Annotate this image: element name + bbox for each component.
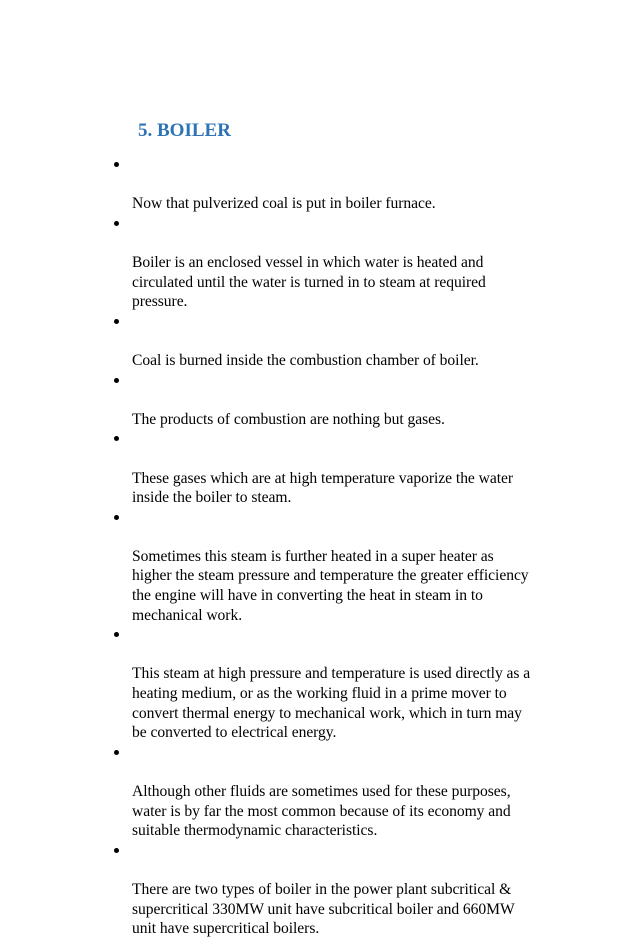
bullet-icon bbox=[114, 848, 119, 853]
list-item bbox=[114, 508, 554, 626]
list-item bbox=[114, 625, 554, 743]
list-item bbox=[114, 155, 554, 214]
list-item bbox=[114, 312, 554, 371]
list-item bbox=[114, 743, 554, 841]
bullet-icon bbox=[114, 319, 119, 324]
bullet-icon bbox=[114, 750, 119, 755]
list-item-text: Now that pulverized coal is put in boiler furnace. bbox=[132, 195, 436, 213]
list-item-text: Coal is burned inside the combustion chamber of boiler. bbox=[132, 351, 479, 369]
bullet-icon bbox=[114, 221, 119, 226]
list-item-text: Boiler is an enclosed vessel in which water is heated and circulated until the water is turned in to steam at required pressure. bbox=[132, 253, 486, 311]
bullet-icon bbox=[114, 162, 119, 167]
bullet-list bbox=[114, 155, 554, 939]
bullet-icon bbox=[114, 515, 119, 520]
list-item-text: The products of combustion are nothing but gases. bbox=[132, 410, 445, 428]
list-item bbox=[114, 841, 554, 939]
list-item-text: This steam at high pressure and temperature is used directly as a heating medium, or as the working fluid in a prime mover to convert thermal energy to mechanical work, which in turn may be converted to electrical energy. bbox=[132, 665, 531, 742]
bullet-icon bbox=[114, 378, 119, 383]
list-item-text: Sometimes this steam is further heated in a super heater as higher the steam pressure and temperature the greater efficiency the engine will have in converting the heat in steam in to mechanical work. bbox=[132, 547, 529, 624]
bullet-icon bbox=[114, 632, 119, 637]
list-item-text: Although other fluids are sometimes used for these purposes, water is by far the most common because of its economy and suitable thermodynamic characteristics. bbox=[132, 783, 511, 840]
list-item-text: There are two types of boiler in the power plant subcritical & supercritical 330MW unit have subcritical boiler and 660MW unit have supercritical boilers. bbox=[132, 880, 515, 938]
bullet-icon bbox=[114, 436, 119, 441]
list-item bbox=[114, 429, 554, 507]
list-item bbox=[114, 371, 554, 430]
section-heading: 5. BOILER bbox=[138, 120, 231, 141]
list-item-text: These gases which are at high temperature vaporize the water inside the boiler to steam. bbox=[132, 469, 514, 507]
list-item bbox=[114, 214, 554, 312]
